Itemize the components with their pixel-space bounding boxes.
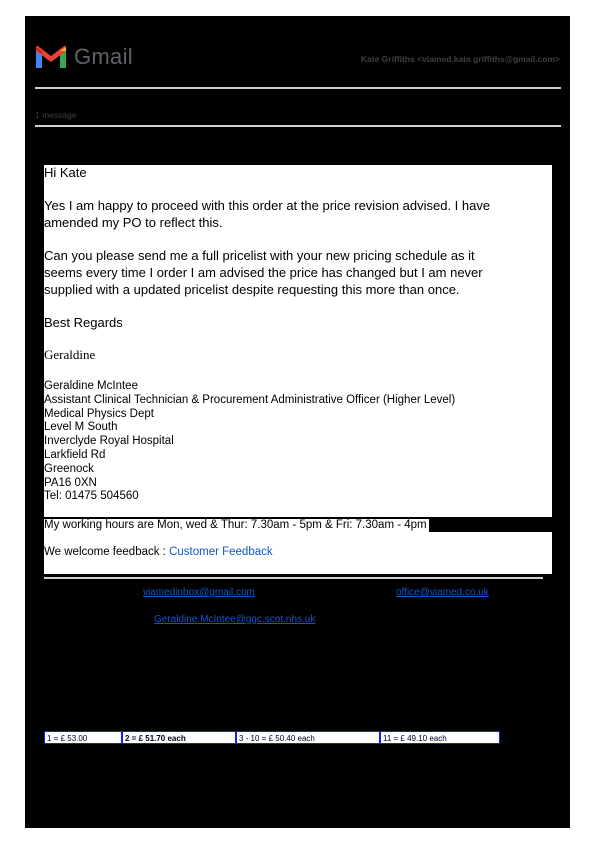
- signature-line: Geraldine McIntee: [44, 380, 138, 392]
- paragraph-1-line-2: amended my PO to reflect this.: [44, 215, 223, 230]
- feedback-prefix: We welcome feedback :: [44, 546, 170, 558]
- price-cell: 3 - 10 = £ 50.40 each: [236, 731, 380, 744]
- signature-line: Larkfield Rd: [44, 448, 106, 461]
- price-table: [44, 731, 500, 744]
- paragraph-2-line-1: Can you please send me a full pricelist with your new pricing schedule as it: [44, 248, 475, 263]
- gmail-wordmark: Gmail: [74, 44, 133, 69]
- closing: Best Regards: [44, 315, 123, 330]
- quote-divider: [44, 577, 543, 579]
- price-cell: 11 = £ 49.10 each: [380, 731, 500, 744]
- signature-line: PA16 0XN: [44, 476, 97, 489]
- nhs-email-link[interactable]: Geraldine.McIntee@ggc.scot.nhs.uk: [154, 614, 316, 625]
- message-count: 1 message: [35, 110, 77, 120]
- customer-feedback-link[interactable]: Customer Feedback: [169, 546, 273, 558]
- sender-line: Kate Griffiths <viamed.kate.griffiths@gmail.com>: [360, 54, 560, 64]
- gmail-logo: [34, 44, 133, 70]
- viamed-inbox-link[interactable]: viamedinbox@gmail.com: [143, 587, 255, 598]
- signature-line: Assistant Clinical Technician & Procurement Administrative Officer (Higher Level): [44, 393, 456, 406]
- viamed-office-link[interactable]: office@viamed.co.uk: [396, 587, 489, 598]
- signature-line: Tel: 01475 504560: [44, 490, 139, 503]
- signature-block: [44, 380, 455, 504]
- signature-line: Medical Physics Dept: [44, 407, 154, 420]
- signature-name: Geraldine: [44, 347, 96, 362]
- header-divider: [35, 87, 561, 89]
- paragraph-2-line-3: supplied with a updated pricelist despite requesting this more than once.: [44, 282, 460, 297]
- message-body: [44, 165, 552, 517]
- feedback-line: [44, 546, 273, 558]
- signature-line: Inverclyde Royal Hospital: [44, 435, 174, 448]
- signature-line: Greenock: [44, 462, 94, 475]
- gmail-m-icon: [34, 44, 68, 70]
- greeting: Hi Kate: [44, 165, 87, 180]
- price-cell: 2 = £ 51.70 each: [122, 731, 236, 744]
- price-cell: 1 = £ 53.00: [44, 731, 122, 744]
- signature-line: Level M South: [44, 421, 118, 434]
- paragraph-1-line-1: Yes I am happy to proceed with this order at the price revision advised. I have: [44, 198, 491, 213]
- feedback-section: [44, 532, 552, 574]
- working-hours: My working hours are Mon, wed & Thur: 7.30am - 5pm & Fri: 7.30am - 4pm: [44, 519, 427, 531]
- paragraph-2-line-2: seems every time I order I am advised the price has changed but I am never: [44, 265, 483, 280]
- thread-divider: [35, 125, 561, 127]
